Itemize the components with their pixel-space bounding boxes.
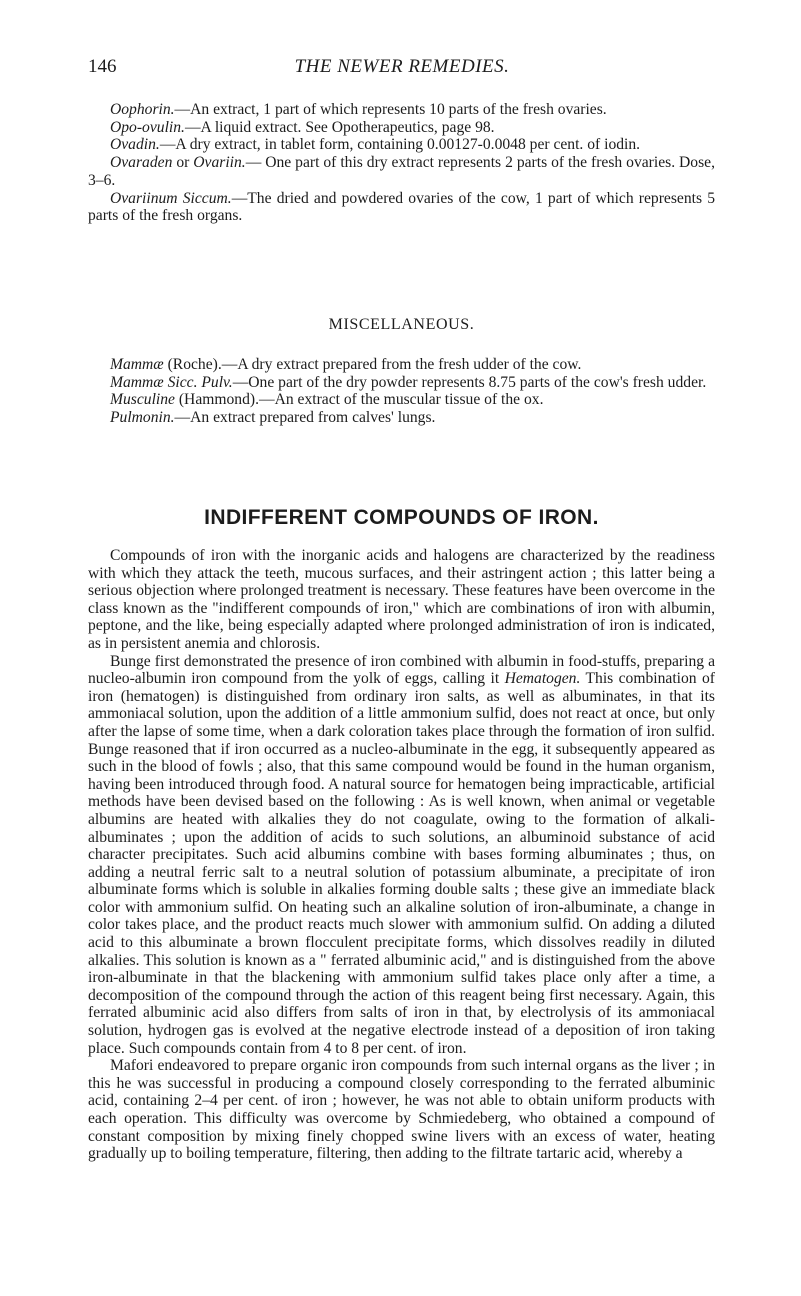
entry-text: —One part of the dry powder represents 8.75 parts of the cow's fresh udder. [232,373,707,391]
running-head [88,56,716,80]
page-number: 146 [88,56,117,77]
entry-mammae-sicc-pulv [88,374,715,392]
paragraph-text: Bunge first demonstrated the presence of iron combined with albumin in food-stuffs, preparing a nucleo-albumin iron compound from the yolk of eggs, calling it [88,652,715,688]
paragraph: Compounds of iron with the inorganic acids and halogens are characterized by the readiness with which they attack the teeth, mucous surfaces, and their astringent action ; this latter being a serious objection where prolonged treatment is necessary. These features have been overcome in the class known as the "indifferent compounds of iron," which are combinations of iron with albumin, peptone, and the like, being especially adapted where prolonged administration of iron is indicated, as in persistent anemia and chlorosis. [88,547,715,652]
entry-text: — One part of this dry extract represents 2 parts of the fresh ovaries. Dose, 3–6. [88,154,715,189]
entry-ovaraden [88,154,715,189]
entry-text: (Hammond).—An extract of the muscular tissue of the ox. [174,391,544,409]
entry-term: Musculine [110,391,175,409]
entry-opo-ovulin [88,119,715,137]
entry-term: Pulmonin. [110,409,175,427]
entry-term: Ovariinum Siccum. [110,189,232,207]
entry-ovadin [88,136,715,154]
entry-term-alt: Ovariin. [193,154,246,172]
entry-text: —An extract, 1 part of which represents 10 parts of the fresh ovaries. [174,101,607,118]
entry-term: Mammæ Sicc. Pulv. [110,373,233,391]
entry-mammae [88,356,715,374]
entry-pulmonin [88,409,715,427]
entry-ovariinum-siccum [88,190,715,225]
entry-term: Ovadin. [110,136,160,154]
term-hematogen: Hematogen. [504,670,581,688]
entry-text: —A liquid extract. See Opotherapeutics, page 98. [184,118,495,136]
entry-term: Mammæ [110,356,164,373]
entry-conjunction: or [172,154,194,172]
entry-text: —An extract prepared from calves' lungs. [174,409,436,427]
entry-oophorin [88,101,715,119]
paragraph [88,653,715,1058]
entry-text: —A dry extract, in tablet form, containing 0.00127-0.0048 per cent. of iodin. [159,136,641,154]
entry-term: Oophorin. [110,101,175,118]
ovarian-preparations [88,101,715,225]
miscellaneous-entries [88,356,715,427]
entry-term: Opo-ovulin. [110,118,185,136]
entry-text: —The dried and powdered ovaries of the cow, 1 part of which represents 5 parts of the fresh organs. [88,189,715,225]
entry-musculine [88,391,715,409]
iron-compounds-body [88,547,715,1163]
section-heading-iron-compounds: INDIFFERENT COMPOUNDS OF IRON. [204,506,599,529]
paragraph: Mafori endeavored to prepare organic iron compounds from such internal organs as the liver ; in this he was successful in producing a compound closely corresponding to the ferrated albuminic acid, containing 2–4 per cent. of iron ; however, he was not able to obtain uniform products with each operation. This difficulty was overcome by Schmiedeberg, who obtained a compound of constant composition by mixing finely chopped swine livers with an excess of water, heating gradually up to boiling temperature, filtering, then adding to the filtrate tartaric acid, whereby a [88,1057,715,1163]
paragraph-text: This combination of iron (hematogen) is distinguished from ordinary iron salts, as well as albuminates, in that its ammoniacal solution, upon the addition of a little ammonium sulfid, does not react at once, but only after the lapse of some time, when a dark coloration takes place through the formation of iron sulfid. Bunge reasoned that if iron occurred as a nucleo-albuminate in the egg, it subsequently appeared as such in the blood of fowls ; also, that this same compound would be found in the human organism, having been introduced through food. A natural source for hematogen being impracticable, artificial methods have been devised based on the following : As is well known, when animal or vegetable albumins are heated with alkalies they do not coagulate, owing to the formation of alkali-albuminates ; upon the addition of acids to such solutions, an albuminoid substance of acid character precipitates. Such acid albumins combine with bases forming albuminates ; thus, on adding a neutral ferric salt to a neutral solution of potassium albuminate, a precipitate of iron albuminate forms which is soluble in alkalies forming double salts ; these give an immediate black color with ammonium sulfid. On heating such an alkaline solution of iron-albuminate, a change in color takes place, and the product reacts much slower with ammonium sulfid. On adding a diluted acid to this albuminate a brown flocculent precipitate forms, which dissolves readily in diluted alkalies. This solution is known as a " ferrated albuminic acid," and is distinguished from the above iron-albuminate in that the blackening with ammonium sulfid takes place only after a time, a decomposition of the compound through the action of this reagent being first necessary. Again, this ferrated albuminic acid also differs from salts of iron in that, by electrolysis of its ammoniacal solution, hydrogen gas is evolved at the negative electrode instead of a deposition of iron taking place. Such compounds contain from 4 to 8 per cent. of iron. [88,670,715,1057]
section-heading-miscellaneous: MISCELLANEOUS. [328,316,475,333]
entry-term: Ovaraden [110,154,173,172]
entry-text: (Roche).—A dry extract prepared from the fresh udder of the cow. [163,356,582,373]
running-title: THE NEWER REMEDIES. [294,56,510,77]
